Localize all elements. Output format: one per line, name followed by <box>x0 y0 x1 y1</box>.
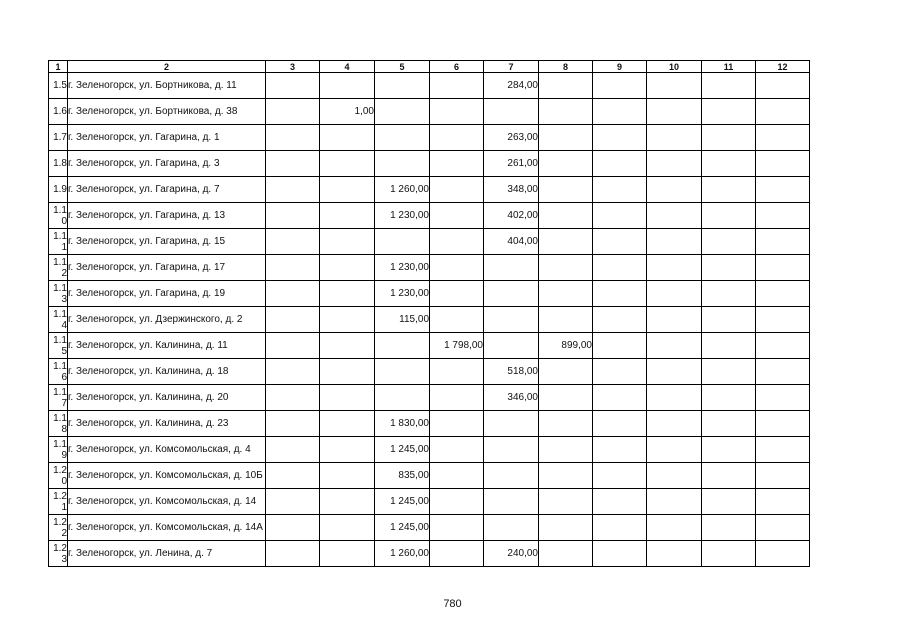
value-cell-col-4 <box>320 307 375 333</box>
value-cell-col-11 <box>702 437 756 463</box>
row-number-cell: 1.7 <box>49 125 68 151</box>
table-header-row <box>49 61 810 73</box>
value-cell-col-3 <box>266 411 320 437</box>
value-cell-col-12 <box>756 307 810 333</box>
row-number-cell: 1.9 <box>49 177 68 203</box>
value-cell-col-11 <box>702 281 756 307</box>
value-cell-col-12 <box>756 151 810 177</box>
value-cell-col-9 <box>593 73 647 99</box>
table-row <box>49 489 810 515</box>
value-cell-col-4 <box>320 229 375 255</box>
table-row <box>49 73 810 99</box>
value-cell-col-6 <box>430 385 484 411</box>
value-cell-col-7 <box>484 463 539 489</box>
value-cell-col-6 <box>430 281 484 307</box>
value-cell-col-6 <box>430 177 484 203</box>
value-cell-col-6 <box>430 307 484 333</box>
value-cell-col-8 <box>539 541 593 567</box>
value-cell-col-3 <box>266 489 320 515</box>
value-cell-col-3 <box>266 229 320 255</box>
column-header-7: 7 <box>484 61 539 73</box>
address-cell: г. Зеленогорск, ул. Бортникова, д. 11 <box>68 73 266 99</box>
value-cell-col-10 <box>647 151 702 177</box>
row-number-cell: 1.21 <box>49 489 68 515</box>
row-number-cell: 1.20 <box>49 463 68 489</box>
value-cell-col-11 <box>702 73 756 99</box>
value-cell-col-11 <box>702 333 756 359</box>
address-cell: г. Зеленогорск, ул. Гагарина, д. 15 <box>68 229 266 255</box>
row-number-cell: 1.16 <box>49 359 68 385</box>
value-cell-col-8 <box>539 411 593 437</box>
table-row <box>49 229 810 255</box>
address-cell: г. Зеленогорск, ул. Калинина, д. 18 <box>68 359 266 385</box>
value-cell-col-12 <box>756 203 810 229</box>
data-table <box>48 60 810 567</box>
column-header-9: 9 <box>593 61 647 73</box>
value-cell-col-12 <box>756 463 810 489</box>
table-row <box>49 541 810 567</box>
column-header-11: 11 <box>702 61 756 73</box>
value-cell-col-7: 240,00 <box>484 541 539 567</box>
value-cell-col-10 <box>647 515 702 541</box>
value-cell-col-11 <box>702 177 756 203</box>
value-cell-col-10 <box>647 437 702 463</box>
value-cell-col-10 <box>647 359 702 385</box>
column-header-4: 4 <box>320 61 375 73</box>
value-cell-col-12 <box>756 125 810 151</box>
value-cell-col-11 <box>702 99 756 125</box>
table-row <box>49 125 810 151</box>
value-cell-col-12 <box>756 255 810 281</box>
value-cell-col-3 <box>266 99 320 125</box>
value-cell-col-12 <box>756 385 810 411</box>
value-cell-col-10 <box>647 281 702 307</box>
value-cell-col-6 <box>430 437 484 463</box>
row-number-cell: 1.10 <box>49 203 68 229</box>
column-header-8: 8 <box>539 61 593 73</box>
row-number-cell: 1.6 <box>49 99 68 125</box>
value-cell-col-11 <box>702 255 756 281</box>
value-cell-col-6 <box>430 515 484 541</box>
value-cell-col-7: 261,00 <box>484 151 539 177</box>
value-cell-col-11 <box>702 541 756 567</box>
value-cell-col-4 <box>320 203 375 229</box>
value-cell-col-4 <box>320 437 375 463</box>
value-cell-col-8 <box>539 151 593 177</box>
value-cell-col-7 <box>484 99 539 125</box>
row-number-cell: 1.8 <box>49 151 68 177</box>
value-cell-col-12 <box>756 229 810 255</box>
value-cell-col-3 <box>266 385 320 411</box>
address-cell: г. Зеленогорск, ул. Комсомольская, д. 14 <box>68 489 266 515</box>
value-cell-col-9 <box>593 463 647 489</box>
value-cell-col-10 <box>647 333 702 359</box>
value-cell-col-6 <box>430 203 484 229</box>
value-cell-col-5: 115,00 <box>375 307 430 333</box>
value-cell-col-10 <box>647 177 702 203</box>
value-cell-col-5: 1 260,00 <box>375 177 430 203</box>
value-cell-col-5: 1 245,00 <box>375 515 430 541</box>
address-cell: г. Зеленогорск, ул. Гагарина, д. 7 <box>68 177 266 203</box>
value-cell-col-8 <box>539 125 593 151</box>
value-cell-col-6 <box>430 125 484 151</box>
value-cell-col-8 <box>539 203 593 229</box>
value-cell-col-8 <box>539 359 593 385</box>
value-cell-col-11 <box>702 151 756 177</box>
row-number-cell: 1.11 <box>49 229 68 255</box>
value-cell-col-12 <box>756 515 810 541</box>
value-cell-col-4 <box>320 281 375 307</box>
value-cell-col-8: 899,00 <box>539 333 593 359</box>
value-cell-col-11 <box>702 515 756 541</box>
value-cell-col-5: 1 230,00 <box>375 255 430 281</box>
value-cell-col-9 <box>593 437 647 463</box>
value-cell-col-4 <box>320 489 375 515</box>
value-cell-col-9 <box>593 151 647 177</box>
value-cell-col-4 <box>320 541 375 567</box>
value-cell-col-9 <box>593 515 647 541</box>
value-cell-col-8 <box>539 385 593 411</box>
value-cell-col-11 <box>702 385 756 411</box>
address-cell: г. Зеленогорск, ул. Калинина, д. 20 <box>68 385 266 411</box>
value-cell-col-3 <box>266 255 320 281</box>
value-cell-col-7: 284,00 <box>484 73 539 99</box>
value-cell-col-11 <box>702 203 756 229</box>
table-row <box>49 99 810 125</box>
value-cell-col-12 <box>756 359 810 385</box>
value-cell-col-7: 518,00 <box>484 359 539 385</box>
value-cell-col-6 <box>430 489 484 515</box>
value-cell-col-9 <box>593 177 647 203</box>
value-cell-col-3 <box>266 73 320 99</box>
value-cell-col-9 <box>593 385 647 411</box>
value-cell-col-5: 1 830,00 <box>375 411 430 437</box>
value-cell-col-9 <box>593 229 647 255</box>
value-cell-col-10 <box>647 307 702 333</box>
value-cell-col-5: 1 245,00 <box>375 489 430 515</box>
value-cell-col-8 <box>539 437 593 463</box>
value-cell-col-5 <box>375 125 430 151</box>
address-cell: г. Зеленогорск, ул. Калинина, д. 11 <box>68 333 266 359</box>
row-number-cell: 1.23 <box>49 541 68 567</box>
value-cell-col-5: 1 230,00 <box>375 281 430 307</box>
value-cell-col-10 <box>647 229 702 255</box>
column-header-6: 6 <box>430 61 484 73</box>
value-cell-col-4 <box>320 151 375 177</box>
table-row <box>49 437 810 463</box>
table-body <box>49 73 810 567</box>
value-cell-col-9 <box>593 203 647 229</box>
page-number: 780 <box>443 598 462 610</box>
value-cell-col-12 <box>756 99 810 125</box>
row-number-cell: 1.13 <box>49 281 68 307</box>
address-cell: г. Зеленогорск, ул. Гагарина, д. 3 <box>68 151 266 177</box>
value-cell-col-3 <box>266 281 320 307</box>
column-header-1: 1 <box>49 61 68 73</box>
value-cell-col-10 <box>647 411 702 437</box>
row-number-cell: 1.22 <box>49 515 68 541</box>
address-cell: г. Зеленогорск, ул. Калинина, д. 23 <box>68 411 266 437</box>
value-cell-col-6 <box>430 151 484 177</box>
value-cell-col-10 <box>647 203 702 229</box>
value-cell-col-12 <box>756 489 810 515</box>
value-cell-col-6 <box>430 463 484 489</box>
value-cell-col-5 <box>375 73 430 99</box>
value-cell-col-12 <box>756 541 810 567</box>
row-number-cell: 1.19 <box>49 437 68 463</box>
value-cell-col-11 <box>702 125 756 151</box>
value-cell-col-10 <box>647 541 702 567</box>
address-cell: г. Зеленогорск, ул. Гагарина, д. 17 <box>68 255 266 281</box>
value-cell-col-7: 404,00 <box>484 229 539 255</box>
value-cell-col-9 <box>593 307 647 333</box>
column-header-3: 3 <box>266 61 320 73</box>
table-row <box>49 359 810 385</box>
value-cell-col-3 <box>266 359 320 385</box>
row-number-cell: 1.14 <box>49 307 68 333</box>
address-cell: г. Зеленогорск, ул. Гагарина, д. 13 <box>68 203 266 229</box>
table-row <box>49 385 810 411</box>
value-cell-col-6 <box>430 73 484 99</box>
address-cell: г. Зеленогорск, ул. Ленина, д. 7 <box>68 541 266 567</box>
value-cell-col-10 <box>647 489 702 515</box>
value-cell-col-5 <box>375 333 430 359</box>
value-cell-col-12 <box>756 73 810 99</box>
value-cell-col-4 <box>320 463 375 489</box>
value-cell-col-4 <box>320 359 375 385</box>
value-cell-col-12 <box>756 333 810 359</box>
value-cell-col-4 <box>320 333 375 359</box>
value-cell-col-10 <box>647 463 702 489</box>
value-cell-col-4 <box>320 73 375 99</box>
row-number-cell: 1.17 <box>49 385 68 411</box>
column-header-12: 12 <box>756 61 810 73</box>
value-cell-col-9 <box>593 359 647 385</box>
value-cell-col-5: 1 260,00 <box>375 541 430 567</box>
column-header-10: 10 <box>647 61 702 73</box>
value-cell-col-11 <box>702 463 756 489</box>
value-cell-col-11 <box>702 359 756 385</box>
value-cell-col-8 <box>539 99 593 125</box>
value-cell-col-9 <box>593 541 647 567</box>
value-cell-col-11 <box>702 307 756 333</box>
value-cell-col-3 <box>266 515 320 541</box>
value-cell-col-10 <box>647 99 702 125</box>
value-cell-col-7: 346,00 <box>484 385 539 411</box>
value-cell-col-5 <box>375 99 430 125</box>
value-cell-col-7: 402,00 <box>484 203 539 229</box>
address-cell: г. Зеленогорск, ул. Комсомольская, д. 10Б <box>68 463 266 489</box>
value-cell-col-3 <box>266 125 320 151</box>
table-row <box>49 307 810 333</box>
value-cell-col-4 <box>320 411 375 437</box>
table-row <box>49 411 810 437</box>
value-cell-col-3 <box>266 541 320 567</box>
address-cell: г. Зеленогорск, ул. Гагарина, д. 19 <box>68 281 266 307</box>
value-cell-col-7 <box>484 281 539 307</box>
address-cell: г. Зеленогорск, ул. Бортникова, д. 38 <box>68 99 266 125</box>
value-cell-col-8 <box>539 73 593 99</box>
value-cell-col-11 <box>702 411 756 437</box>
value-cell-col-8 <box>539 255 593 281</box>
value-cell-col-6 <box>430 99 484 125</box>
value-cell-col-5 <box>375 359 430 385</box>
value-cell-col-8 <box>539 307 593 333</box>
value-cell-col-7: 263,00 <box>484 125 539 151</box>
value-cell-col-6 <box>430 541 484 567</box>
value-cell-col-10 <box>647 125 702 151</box>
value-cell-col-9 <box>593 333 647 359</box>
value-cell-col-4 <box>320 255 375 281</box>
value-cell-col-7 <box>484 411 539 437</box>
address-cell: г. Зеленогорск, ул. Комсомольская, д. 14А <box>68 515 266 541</box>
value-cell-col-9 <box>593 125 647 151</box>
value-cell-col-7 <box>484 489 539 515</box>
column-header-2: 2 <box>68 61 266 73</box>
table-row <box>49 333 810 359</box>
value-cell-col-5: 835,00 <box>375 463 430 489</box>
value-cell-col-8 <box>539 281 593 307</box>
address-cell: г. Зеленогорск, ул. Дзержинского, д. 2 <box>68 307 266 333</box>
value-cell-col-3 <box>266 333 320 359</box>
value-cell-col-3 <box>266 177 320 203</box>
table-row <box>49 203 810 229</box>
value-cell-col-6 <box>430 359 484 385</box>
value-cell-col-7 <box>484 515 539 541</box>
value-cell-col-11 <box>702 489 756 515</box>
value-cell-col-8 <box>539 489 593 515</box>
value-cell-col-11 <box>702 229 756 255</box>
value-cell-col-5: 1 245,00 <box>375 437 430 463</box>
value-cell-col-9 <box>593 281 647 307</box>
value-cell-col-7: 348,00 <box>484 177 539 203</box>
value-cell-col-9 <box>593 255 647 281</box>
value-cell-col-3 <box>266 463 320 489</box>
value-cell-col-9 <box>593 489 647 515</box>
value-cell-col-12 <box>756 177 810 203</box>
value-cell-col-5 <box>375 151 430 177</box>
table-row <box>49 281 810 307</box>
row-number-cell: 1.12 <box>49 255 68 281</box>
value-cell-col-10 <box>647 255 702 281</box>
value-cell-col-5 <box>375 385 430 411</box>
value-cell-col-3 <box>266 437 320 463</box>
table-row <box>49 255 810 281</box>
value-cell-col-3 <box>266 151 320 177</box>
value-cell-col-9 <box>593 411 647 437</box>
row-number-cell: 1.18 <box>49 411 68 437</box>
row-number-cell: 1.15 <box>49 333 68 359</box>
value-cell-col-6: 1 798,00 <box>430 333 484 359</box>
value-cell-col-3 <box>266 203 320 229</box>
table-row <box>49 463 810 489</box>
address-cell: г. Зеленогорск, ул. Комсомольская, д. 4 <box>68 437 266 463</box>
value-cell-col-7 <box>484 437 539 463</box>
value-cell-col-8 <box>539 463 593 489</box>
value-cell-col-7 <box>484 307 539 333</box>
value-cell-col-12 <box>756 281 810 307</box>
value-cell-col-8 <box>539 229 593 255</box>
value-cell-col-9 <box>593 99 647 125</box>
column-header-5: 5 <box>375 61 430 73</box>
value-cell-col-10 <box>647 385 702 411</box>
value-cell-col-7 <box>484 333 539 359</box>
table-row <box>49 151 810 177</box>
value-cell-col-4 <box>320 515 375 541</box>
value-cell-col-4 <box>320 125 375 151</box>
value-cell-col-12 <box>756 411 810 437</box>
table-row <box>49 177 810 203</box>
value-cell-col-6 <box>430 229 484 255</box>
value-cell-col-8 <box>539 515 593 541</box>
value-cell-col-4: 1,00 <box>320 99 375 125</box>
value-cell-col-12 <box>756 437 810 463</box>
value-cell-col-4 <box>320 385 375 411</box>
value-cell-col-8 <box>539 177 593 203</box>
value-cell-col-6 <box>430 255 484 281</box>
value-cell-col-7 <box>484 255 539 281</box>
value-cell-col-5 <box>375 229 430 255</box>
address-cell: г. Зеленогорск, ул. Гагарина, д. 1 <box>68 125 266 151</box>
value-cell-col-10 <box>647 73 702 99</box>
value-cell-col-4 <box>320 177 375 203</box>
row-number-cell: 1.5 <box>49 73 68 99</box>
value-cell-col-3 <box>266 307 320 333</box>
table-row <box>49 515 810 541</box>
value-cell-col-5: 1 230,00 <box>375 203 430 229</box>
value-cell-col-6 <box>430 411 484 437</box>
